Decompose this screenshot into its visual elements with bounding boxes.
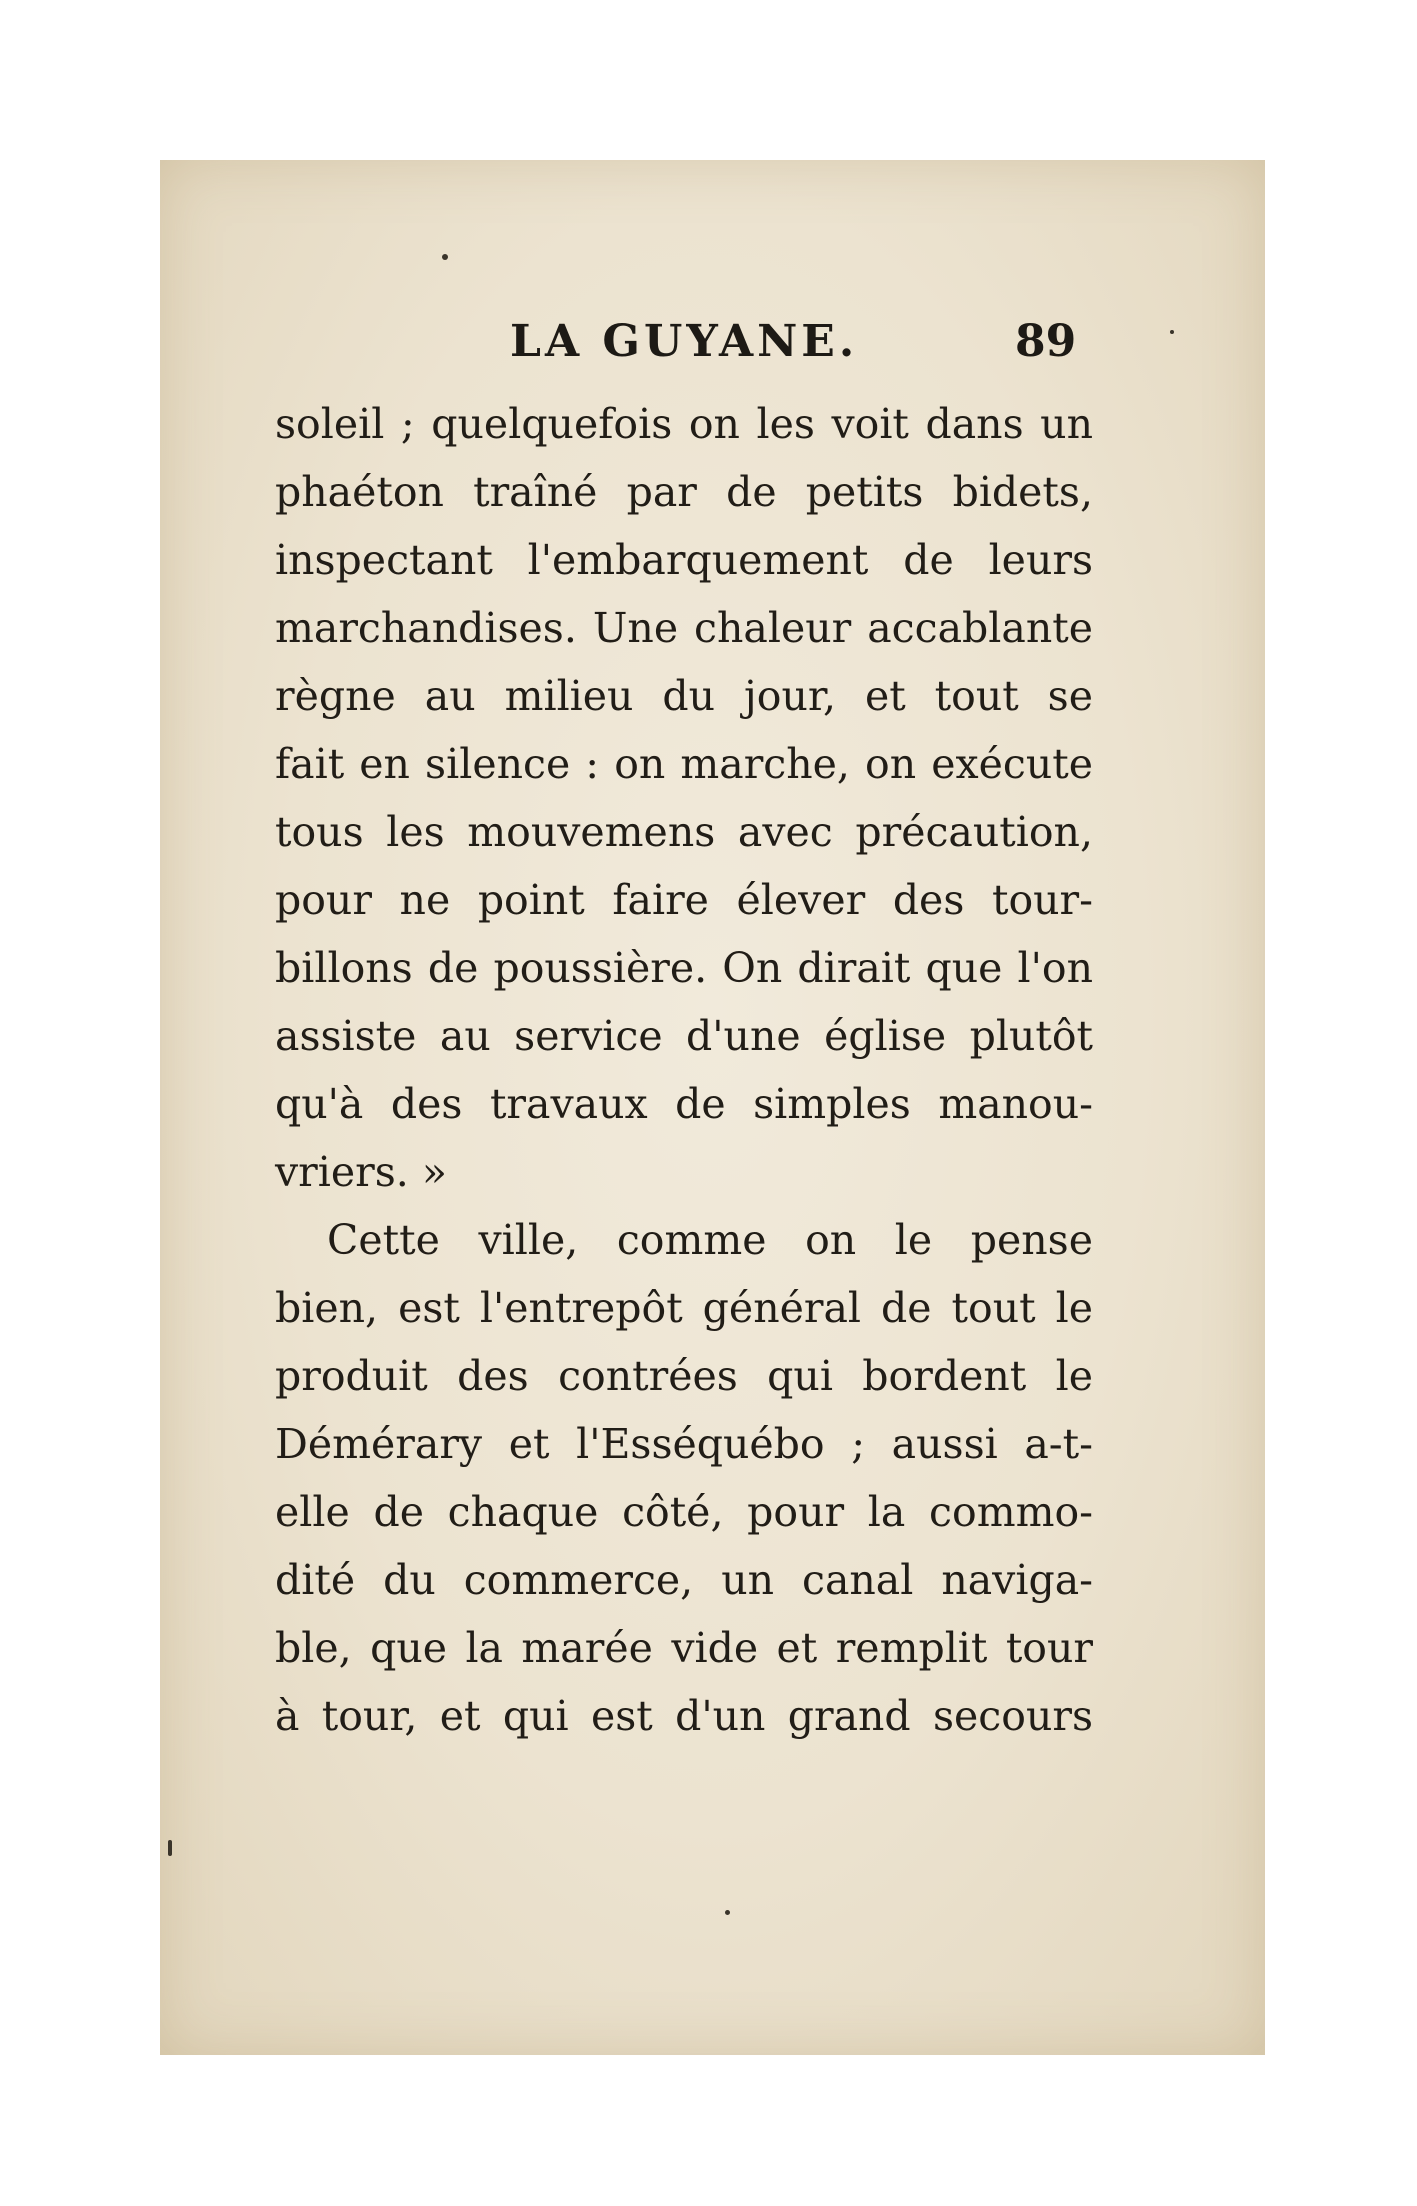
paper-speck: [442, 254, 448, 260]
text-line: tous les mouvemens avec précaution,: [275, 808, 1093, 856]
text-line: billons de poussière. On dirait que l'on: [275, 944, 1093, 992]
paper-speck: [168, 1840, 172, 1856]
body-text: [275, 390, 1093, 1750]
paper-speck: [725, 1910, 730, 1915]
text-line: règne au milieu du jour, et tout se: [275, 672, 1093, 720]
text-line: produit des contrées qui bordent le: [275, 1352, 1093, 1400]
paragraph-first-line: Cette ville, comme on le pense: [327, 1216, 1093, 1264]
text-line: fait en silence : on marche, on exécute: [275, 740, 1093, 788]
text-line: vriers. »: [275, 1148, 447, 1196]
text-line: soleil ; quelquefois on les voit dans un: [275, 400, 1093, 448]
page-header: [160, 308, 1265, 388]
text-line: phaéton traîné par de petits bidets,: [275, 468, 1093, 516]
book-page: [160, 160, 1265, 2055]
text-line: inspectant l'embarquement de leurs: [275, 536, 1093, 584]
text-line: ble, que la marée vide et remplit tour: [275, 1624, 1093, 1672]
paper-speck: [1170, 330, 1174, 334]
page-number: 89: [1015, 316, 1077, 367]
text-line: marchandises. Une chaleur accablante: [275, 604, 1093, 652]
running-title: LA GUYANE.: [510, 316, 859, 367]
text-line: qu'à des travaux de simples manou-: [275, 1080, 1093, 1128]
text-line: elle de chaque côté, pour la commo-: [275, 1488, 1093, 1536]
text-line: assiste au service d'une église plutôt: [275, 1012, 1093, 1060]
text-line: dité du commerce, un canal naviga-: [275, 1556, 1093, 1604]
text-line: Démérary et l'Esséquébo ; aussi a-t-: [275, 1420, 1093, 1468]
text-line: à tour, et qui est d'un grand secours: [275, 1692, 1093, 1740]
text-line: bien, est l'entrepôt général de tout le: [275, 1284, 1093, 1332]
text-line: pour ne point faire élever des tour-: [275, 876, 1093, 924]
